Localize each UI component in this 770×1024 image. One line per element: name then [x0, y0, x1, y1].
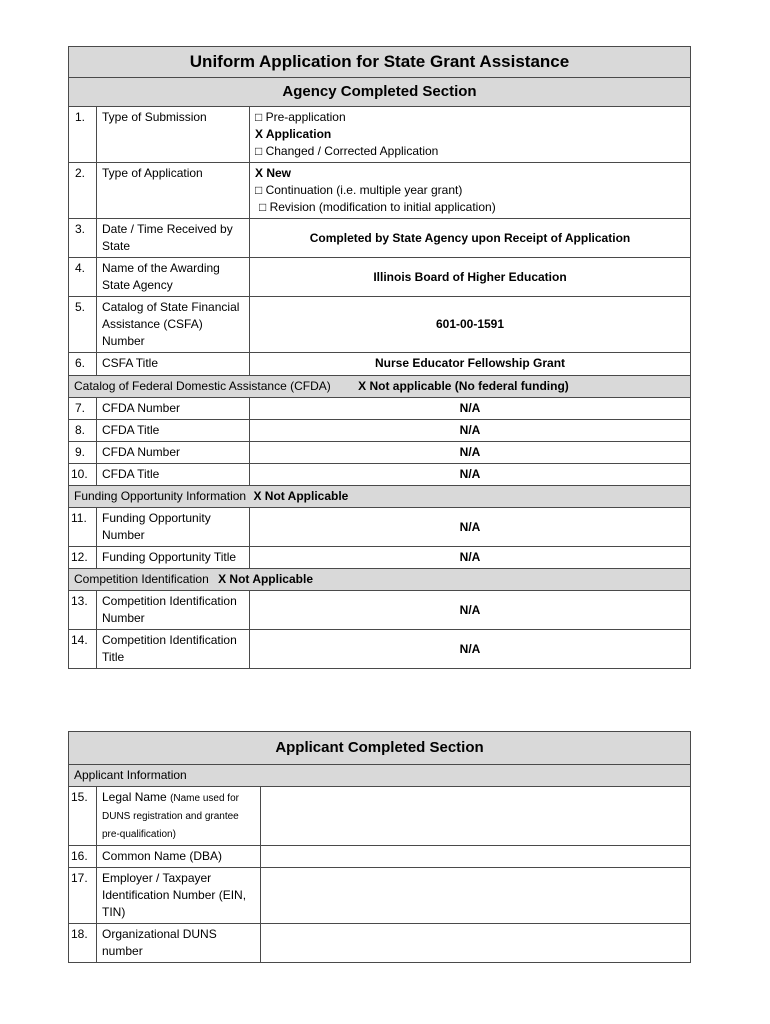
- row-number: 17.: [69, 868, 97, 924]
- row-label: Type of Application: [97, 163, 250, 219]
- table-row: [69, 846, 691, 868]
- table-row: [69, 219, 691, 258]
- row-number: 18.: [69, 924, 97, 963]
- row-number: 15.: [69, 787, 97, 846]
- submission-type-options: [250, 107, 691, 163]
- table-row: [69, 591, 691, 630]
- funding-not-applicable[interactable]: X Not Applicable: [253, 489, 349, 503]
- row-label-note: (Name used for DUNS registration and grantee pre-qualification): [102, 793, 239, 840]
- competition-header-row: [69, 569, 691, 591]
- row-value: N/A: [250, 398, 691, 420]
- csfa-number-value: 601-00-1591: [250, 297, 691, 353]
- row-value: N/A: [250, 547, 691, 569]
- row-number: 2.: [69, 163, 97, 219]
- row-number: 16.: [69, 846, 97, 868]
- common-name-input[interactable]: [261, 846, 691, 868]
- table-row: [69, 297, 691, 353]
- table-row: [69, 787, 691, 846]
- table-row: [69, 258, 691, 297]
- duns-number-input[interactable]: [261, 924, 691, 963]
- option-new[interactable]: X New: [255, 166, 292, 180]
- agency-section-table: [68, 46, 691, 669]
- row-label: Funding Opportunity Title: [97, 547, 250, 569]
- competition-not-applicable[interactable]: X Not Applicable: [218, 572, 313, 586]
- row-label: CFDA Title: [97, 464, 250, 486]
- table-row: [69, 163, 691, 219]
- row-value: N/A: [250, 630, 691, 669]
- option-changed-corrected[interactable]: □ Changed / Corrected Application: [255, 144, 439, 158]
- cfda-not-applicable[interactable]: X Not applicable (No federal funding): [358, 379, 569, 393]
- table-row: [69, 924, 691, 963]
- form-title: Uniform Application for State Grant Assistance: [69, 47, 691, 78]
- legal-name-input[interactable]: [261, 787, 691, 846]
- option-pre-application[interactable]: □ Pre-application: [255, 110, 346, 124]
- table-row: [69, 107, 691, 163]
- row-number: 1.: [69, 107, 97, 163]
- row-number: 3.: [69, 219, 97, 258]
- table-row: [69, 353, 691, 376]
- funding-header-row: [69, 486, 691, 508]
- row-label: Name of the Awarding State Agency: [97, 258, 250, 297]
- awarding-agency-value: Illinois Board of Higher Education: [250, 258, 691, 297]
- date-received-value: Completed by State Agency upon Receipt of Application: [250, 219, 691, 258]
- row-label: Legal Name: [102, 790, 167, 804]
- row-value: N/A: [250, 508, 691, 547]
- table-row: [69, 508, 691, 547]
- row-number: 6.: [69, 353, 97, 376]
- applicant-info-heading: Applicant Information: [69, 765, 691, 787]
- application-type-options: [250, 163, 691, 219]
- row-value: N/A: [250, 420, 691, 442]
- row-value: N/A: [250, 591, 691, 630]
- table-row: [69, 442, 691, 464]
- option-continuation[interactable]: □ Continuation (i.e. multiple year grant): [255, 183, 463, 197]
- table-row: [69, 868, 691, 924]
- row-number: 7.: [69, 398, 97, 420]
- cfda-header-label: Catalog of Federal Domestic Assistance (CFDA): [74, 379, 331, 393]
- table-row: [69, 547, 691, 569]
- applicant-section-table: [68, 731, 691, 963]
- row-number: 5.: [69, 297, 97, 353]
- competition-header-label: Competition Identification: [74, 572, 209, 586]
- row-label: CFDA Number: [97, 398, 250, 420]
- cfda-header-row: [69, 376, 691, 398]
- table-row: [69, 420, 691, 442]
- option-revision[interactable]: □ Revision (modification to initial application): [259, 200, 496, 214]
- row-number: 11.: [69, 508, 97, 547]
- row-label: Competition Identification Number: [97, 591, 250, 630]
- ein-tin-input[interactable]: [261, 868, 691, 924]
- funding-header-label: Funding Opportunity Information: [74, 489, 247, 503]
- row-label: CFDA Number: [97, 442, 250, 464]
- row-label: Organizational DUNS number: [97, 924, 261, 963]
- row-number: 12.: [69, 547, 97, 569]
- row-number: 8.: [69, 420, 97, 442]
- row-number: 14.: [69, 630, 97, 669]
- row-number: 13.: [69, 591, 97, 630]
- applicant-section-heading: Applicant Completed Section: [69, 732, 691, 765]
- row-label: Funding Opportunity Number: [97, 508, 250, 547]
- row-label: CSFA Title: [97, 353, 250, 376]
- row-label: Type of Submission: [97, 107, 250, 163]
- csfa-title-value: Nurse Educator Fellowship Grant: [250, 353, 691, 376]
- row-number: 4.: [69, 258, 97, 297]
- table-row: [69, 464, 691, 486]
- table-row: [69, 398, 691, 420]
- row-label: Common Name (DBA): [97, 846, 261, 868]
- row-label: CFDA Title: [97, 420, 250, 442]
- row-value: N/A: [250, 442, 691, 464]
- row-number: 10.: [69, 464, 97, 486]
- agency-section-heading: Agency Completed Section: [69, 78, 691, 107]
- row-label: Catalog of State Financial Assistance (CSFA) Number: [97, 297, 250, 353]
- option-application[interactable]: X Application: [255, 127, 332, 141]
- row-label: Employer / Taxpayer Identification Number (EIN, TIN): [97, 868, 261, 924]
- row-value: N/A: [250, 464, 691, 486]
- table-row: [69, 630, 691, 669]
- row-label: Date / Time Received by State: [97, 219, 250, 258]
- row-label: Competition Identification Title: [97, 630, 250, 669]
- row-number: 9.: [69, 442, 97, 464]
